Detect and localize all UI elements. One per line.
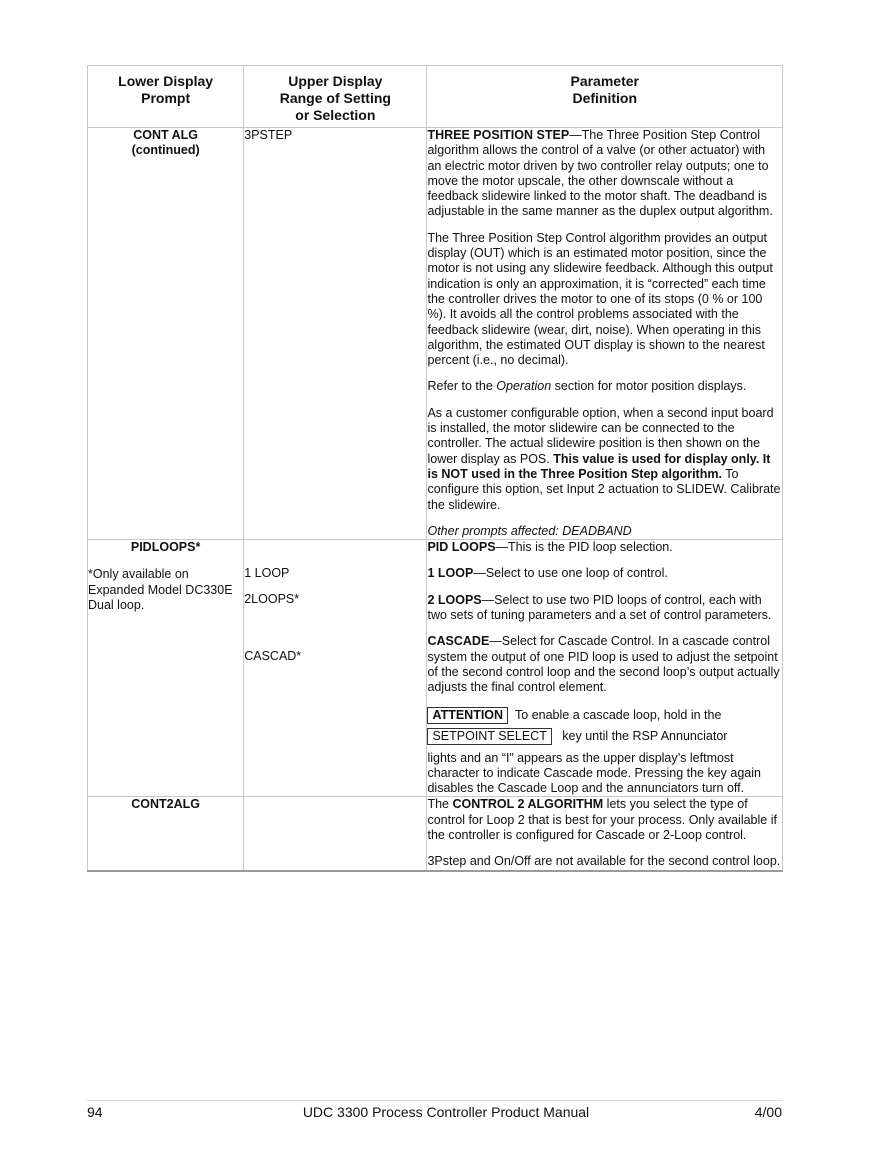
- definition-paragraph: [427, 566, 782, 581]
- prompt-cell: [88, 128, 244, 540]
- definition-paragraph: [427, 540, 782, 555]
- header-line: Parameter: [570, 73, 639, 89]
- definition-text: As a customer configurable option, when a second input board is installed, the motor slidewire can be connected to the controller. The actual slidewire position is then shown on the lower display as POS.: [427, 405, 774, 466]
- definition-paragraph: The Three Position Step Control algorithm provides an output display (OUT) which is an estimated motor position, since the motor is not using any slidewire feedback. Although this output indication is only an approximation, it is “corrected” each time the controller drives the motor to one of its stops (0 % or 100 %). It avoids all the control problems associated with the feedback slidewire (wear, dirt, noise). When operating in this algorithm, the estimated OUT display is shown to the nearest percent (i.e., no decimal).: [427, 230, 773, 368]
- selection-value: 1 LOOP: [244, 566, 290, 581]
- availability-note: *Only available on Expanded Model DC330E Dual loop.: [88, 567, 233, 613]
- definition-paragraph: [427, 634, 782, 695]
- definition-text: The: [427, 797, 453, 812]
- prompt-cell: [88, 797, 244, 871]
- header-line: Range of Setting: [279, 90, 391, 106]
- definition-text: section for motor position displays.: [551, 379, 747, 394]
- definition-text: —The Three Position Step Control algorithm allows the control of a valve (or other actuator) with an electric motor driven by two controller relay outputs; one to move the motor upscale, the other downscale without a feedback slidewire linked to the motor shaft. The deadband is adjustable in the same manner as the duplex output algorithm.: [427, 128, 773, 219]
- definition-term: CONTROL 2 ALGORITHM: [452, 797, 604, 812]
- header-lower-display-prompt: [88, 66, 244, 128]
- attention-text: To enable a cascade loop, hold in the: [515, 707, 722, 722]
- attention-continuation: lights and an “I” appears as the upper display’s leftmost character to indicate Cascade mode. Pressing the key again disables the Cascade Loop and the annunciators turn off.: [427, 750, 761, 796]
- selection-cell: [244, 128, 427, 540]
- header-line: Lower Display: [118, 73, 214, 89]
- header-line: or Selection: [295, 107, 376, 123]
- prompt-sublabel: (continued): [131, 143, 200, 158]
- attention-line: [427, 707, 782, 724]
- key-line: [427, 728, 782, 745]
- other-prompts-affected: Other prompts affected: DEADBAND: [427, 523, 632, 538]
- table-row-cont2alg: [88, 797, 783, 871]
- definition-text: To configure this option, set Input 2 actuation to SLIDEW. Calibrate the slidewire.: [427, 466, 781, 512]
- definition-text: —This is the PID loop selection.: [495, 540, 673, 555]
- definition-term: PID LOOPS: [427, 540, 496, 555]
- setpoint-select-key: SETPOINT SELECT: [427, 728, 551, 745]
- definition-cell: [427, 128, 783, 540]
- definition-term: CASCADE: [427, 634, 490, 649]
- definition-text: —Select for Cascade Control. In a cascade control system the output of one PID loop is used to adjust the setpoint of the second control loop and the second loop’s output actually adjusts the final control element.: [427, 634, 780, 695]
- definition-term: 1 LOOP: [427, 566, 474, 581]
- selection-value: CASCAD*: [244, 648, 302, 663]
- selection-value: 3PSTEP: [244, 128, 293, 142]
- definition-paragraph: 3Pstep and On/Off are not available for the second control loop.: [427, 854, 781, 869]
- prompt-label: PIDLOOPS*: [130, 540, 201, 555]
- page-number: 94: [87, 1104, 103, 1120]
- table-row-cont-alg: [88, 128, 783, 540]
- definition-paragraph: [427, 379, 782, 394]
- selection-cell: [244, 540, 427, 797]
- prompt-label: CONT2ALG: [131, 797, 200, 812]
- definition-term: THREE POSITION STEP: [427, 128, 570, 142]
- definition-text: —Select to use one loop of control.: [473, 566, 668, 581]
- definition-text: Refer to the: [427, 379, 497, 394]
- definition-bold: This value is used for display only. It is NOT used in the Three Position Step algorithm.: [427, 451, 771, 481]
- attention-box: ATTENTION: [427, 707, 508, 724]
- manual-title: UDC 3300 Process Controller Product Manual: [302, 1104, 590, 1120]
- prompt-label: CONT ALG: [133, 128, 199, 142]
- attention-text: key until the RSP Annunciator: [562, 728, 728, 743]
- table-header-row: [88, 66, 783, 128]
- header-upper-display-range: [244, 66, 427, 128]
- definition-paragraph: [427, 593, 782, 624]
- definition-paragraph: [427, 406, 782, 513]
- parameter-table: [87, 65, 783, 872]
- definition-paragraph: [427, 128, 782, 220]
- publication-date: 4/00: [754, 1104, 782, 1120]
- header-line: Prompt: [141, 90, 191, 106]
- footer-divider: [87, 1100, 783, 1101]
- definition-cell: [427, 797, 783, 871]
- header-parameter-definition: [427, 66, 783, 128]
- selection-value: 2LOOPS*: [244, 592, 300, 607]
- definition-paragraph: [427, 797, 782, 843]
- definition-text: lets you select the type of control for Loop 2 that is best for your process. Only available if the controller is configured for Cascade or 2-Loop control.: [427, 797, 777, 842]
- definition-term: 2 LOOPS: [427, 592, 482, 607]
- definition-cell: [427, 540, 783, 797]
- prompt-cell: [88, 540, 244, 797]
- header-line: Upper Display: [288, 73, 383, 89]
- definition-italic: Operation: [496, 379, 552, 394]
- table-row-pidloops: [88, 540, 783, 797]
- definition-text: —Select to use two PID loops of control, each with two sets of tuning parameters and a set of control parameters.: [427, 592, 772, 623]
- header-line: Definition: [572, 90, 637, 106]
- selection-cell: [244, 797, 427, 871]
